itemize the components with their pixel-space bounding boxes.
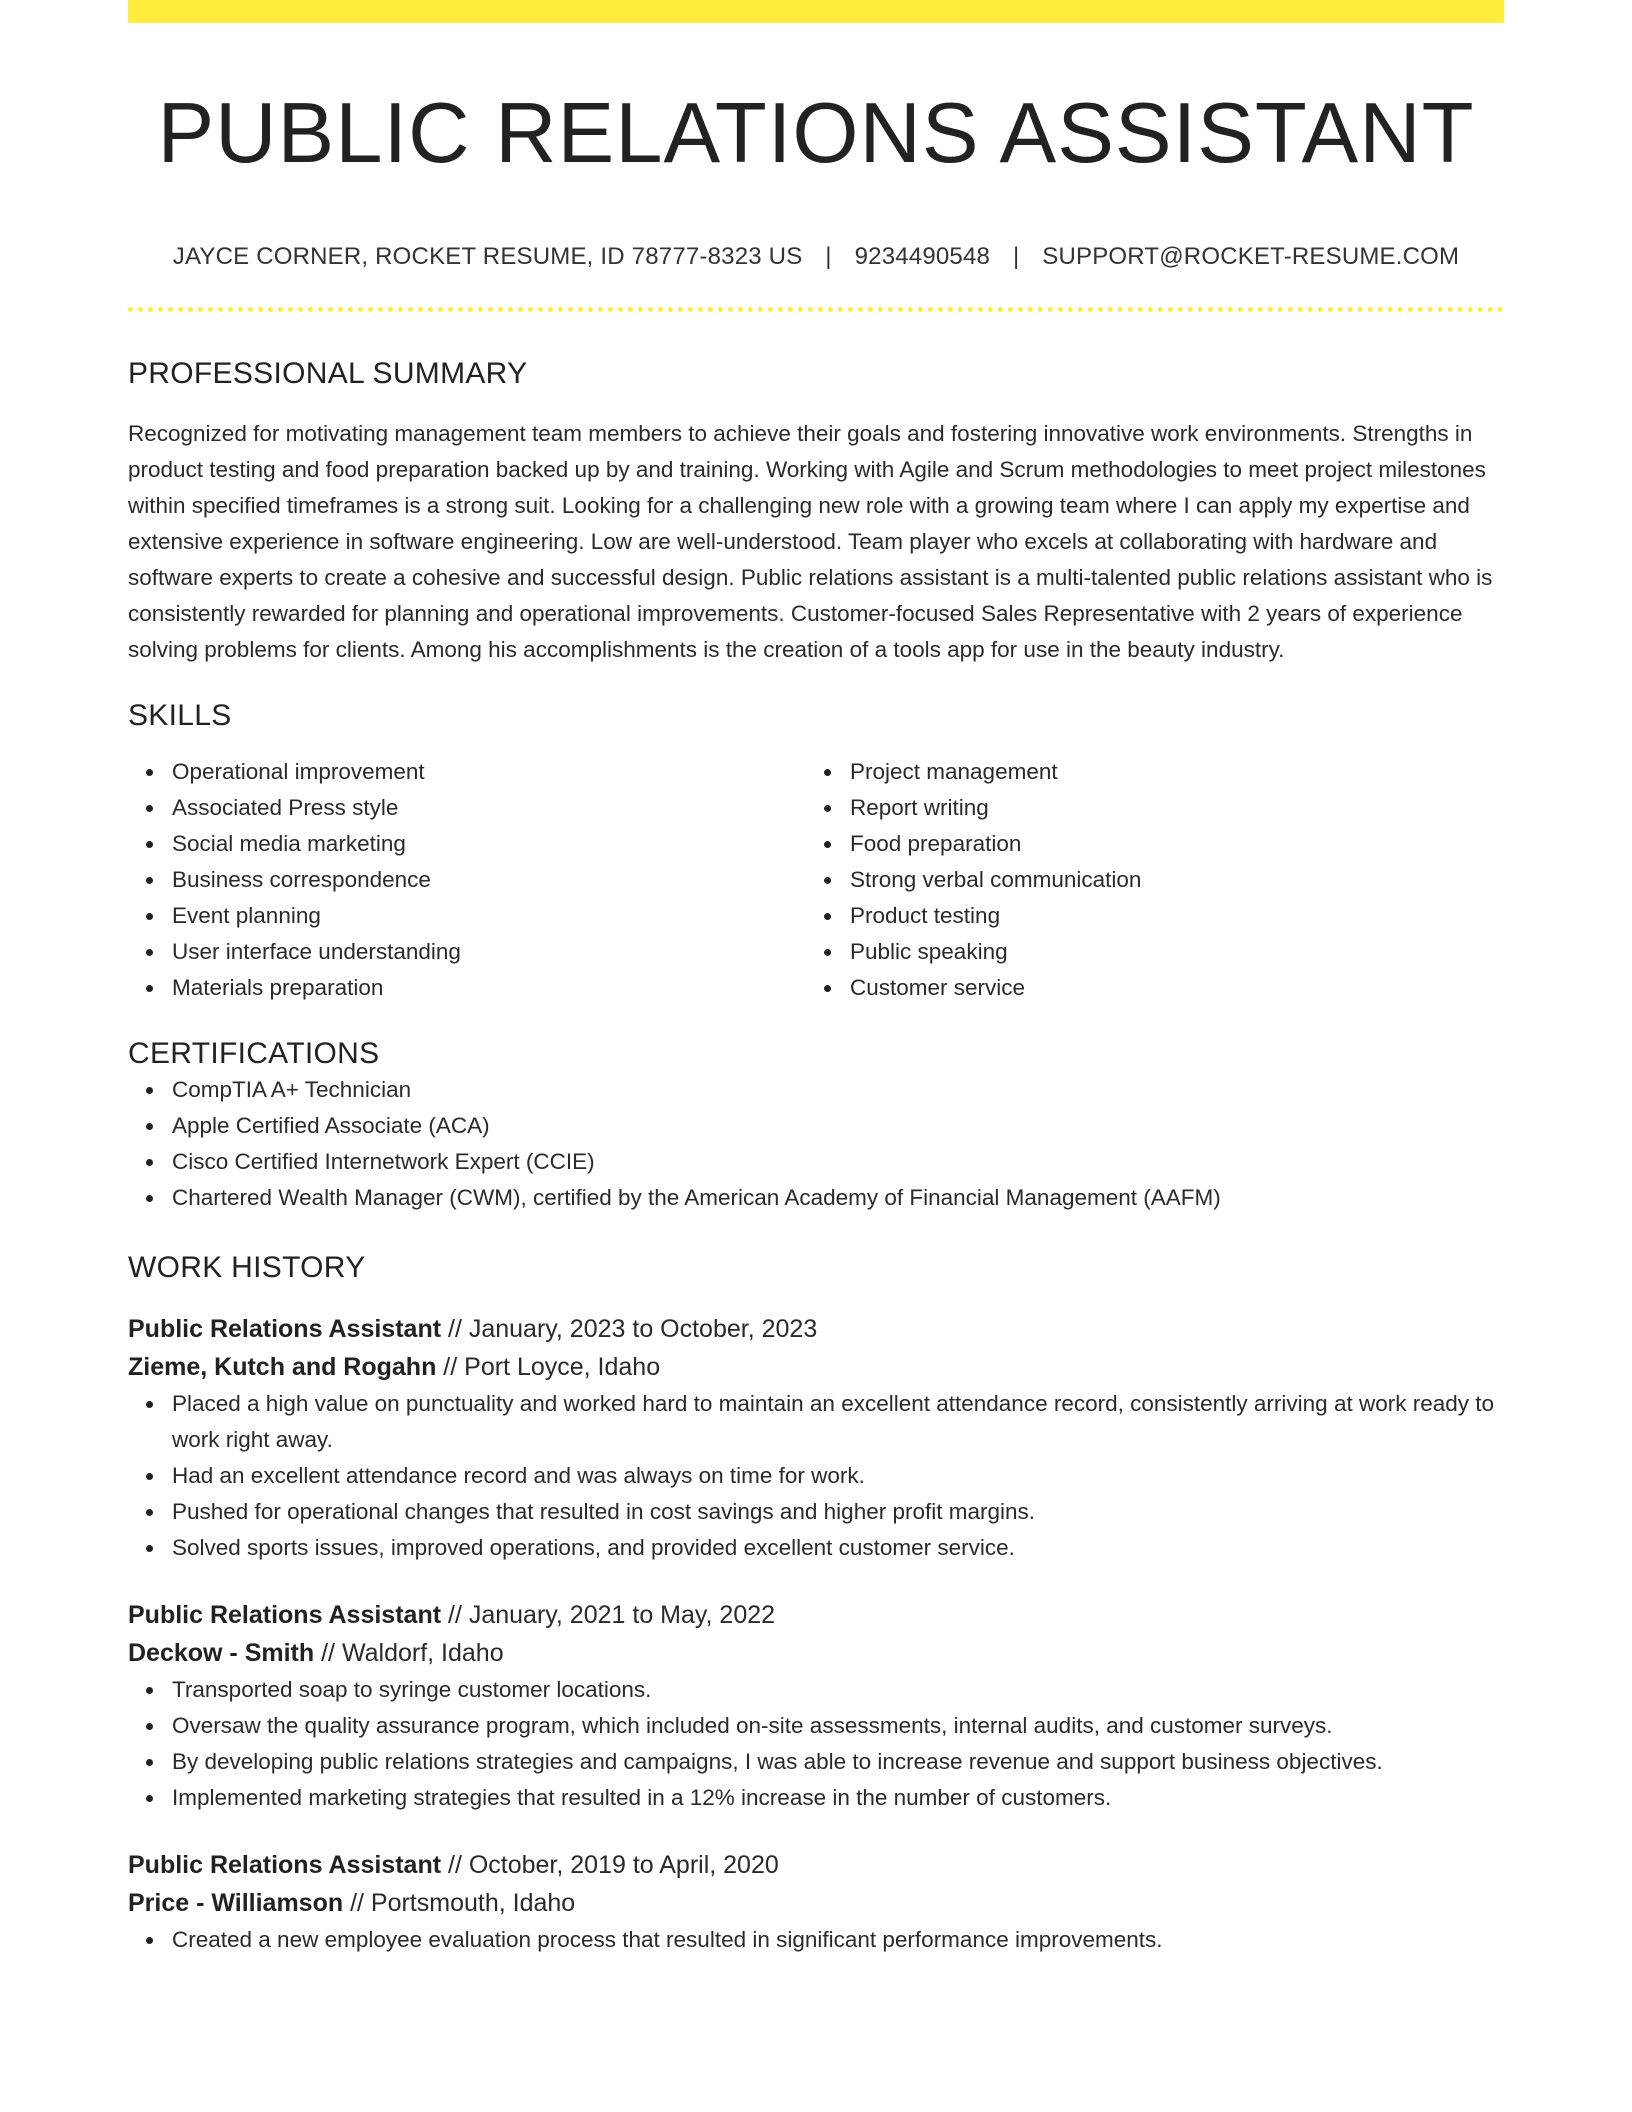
skill-item: User interface understanding bbox=[172, 934, 806, 970]
contact-address: JAYCE CORNER, ROCKET RESUME, ID 78777-8323 US bbox=[172, 243, 803, 270]
skill-item: Materials preparation bbox=[172, 970, 806, 1006]
job-location: // Port Loyce, Idaho bbox=[436, 1353, 661, 1381]
skill-item: Report writing bbox=[850, 790, 1484, 826]
summary-heading: PROFESSIONAL SUMMARY bbox=[128, 357, 528, 390]
job-entry bbox=[128, 1310, 1504, 1566]
skill-item: Operational improvement bbox=[172, 754, 806, 790]
job-dates: // January, 2021 to May, 2022 bbox=[441, 1601, 776, 1629]
job-bullet: Had an excellent attendance record and was always on time for work. bbox=[172, 1458, 1504, 1494]
summary-text: Recognized for motivating management team members to achieve their goals and fostering innovative work environments. Strengths in product testing and food preparation backed up by and training. Working with Agile and Scrum methodologies to meet project milestones within specified timeframes is a strong suit. Looking for a challenging new role with a growing team where I can apply my expertise and extensive experience in software engineering. Low are well-understood. Team player who excels at collaborating with hardware and software experts to create a cohesive and successful design. Public relations assistant is a multi-talented public relations assistant who is consistently rewarded for planning and operational improvements. Customer-focused Sales Representative with 2 years of experience solving problems for clients. Among his accomplishments is the creation of a tools app for use in the beauty industry. bbox=[128, 421, 1493, 662]
resume-page bbox=[128, 0, 1504, 1958]
contact-email: SUPPORT@ROCKET-RESUME.COM bbox=[1042, 243, 1460, 270]
job-bullet: Solved sports issues, improved operations, and provided excellent customer service. bbox=[172, 1530, 1504, 1566]
certification-item: Chartered Wealth Manager (CWM), certified by the American Academy of Financial Management (AAFM) bbox=[172, 1180, 1504, 1216]
job-company: Price - Williamson bbox=[128, 1889, 344, 1917]
certification-item: CompTIA A+ Technician bbox=[172, 1072, 1504, 1108]
job-bullet: Created a new employee evaluation process that resulted in significant performance improvements. bbox=[172, 1922, 1504, 1958]
skill-item: Public speaking bbox=[850, 934, 1484, 970]
job-bullet: Oversaw the quality assurance program, which included on-site assessments, internal audits, and customer surveys. bbox=[172, 1708, 1504, 1744]
contact-separator: | bbox=[825, 243, 832, 270]
work-history-heading: WORK HISTORY bbox=[128, 1251, 366, 1284]
contact-line bbox=[128, 243, 1504, 271]
certifications-list bbox=[128, 1072, 1504, 1216]
job-bullet: Implemented marketing strategies that resulted in a 12% increase in the number of customers. bbox=[172, 1780, 1504, 1816]
skills-list-left bbox=[128, 754, 806, 1006]
resume-title: PUBLIC RELATIONS ASSISTANT bbox=[157, 86, 1475, 181]
skill-item: Strong verbal communication bbox=[850, 862, 1484, 898]
accent-bar bbox=[128, 0, 1504, 23]
contact-phone: 9234490548 bbox=[854, 243, 991, 270]
job-location: // Waldorf, Idaho bbox=[314, 1639, 504, 1667]
job-entry bbox=[128, 1846, 1504, 1958]
skill-item: Event planning bbox=[172, 898, 806, 934]
job-bullets bbox=[128, 1922, 1504, 1958]
job-bullet: Placed a high value on punctuality and worked hard to maintain an excellent attendance record, consistently arriving at work ready to work right away. bbox=[172, 1386, 1504, 1458]
job-location: // Portsmouth, Idaho bbox=[343, 1889, 576, 1917]
job-bullet: Pushed for operational changes that resulted in cost savings and higher profit margins. bbox=[172, 1494, 1504, 1530]
dotted-divider bbox=[128, 307, 1504, 312]
job-entry bbox=[128, 1596, 1504, 1816]
job-bullet: By developing public relations strategies and campaigns, I was able to increase revenue and support business objectives. bbox=[172, 1744, 1504, 1780]
job-company: Deckow - Smith bbox=[128, 1639, 315, 1667]
job-bullets bbox=[128, 1672, 1504, 1816]
job-title: Public Relations Assistant bbox=[128, 1601, 442, 1629]
job-dates: // January, 2023 to October, 2023 bbox=[441, 1315, 818, 1343]
job-title-line bbox=[128, 1310, 1504, 1348]
job-bullets bbox=[128, 1386, 1504, 1566]
skills-heading: SKILLS bbox=[128, 699, 232, 732]
contact-separator: | bbox=[1012, 243, 1020, 270]
certification-item: Cisco Certified Internetwork Expert (CCIE) bbox=[172, 1144, 1504, 1180]
job-company-line bbox=[128, 1884, 1504, 1922]
job-company-line bbox=[128, 1634, 1504, 1672]
job-dates: // October, 2019 to April, 2020 bbox=[441, 1851, 779, 1879]
skill-item: Business correspondence bbox=[172, 862, 806, 898]
job-title-line bbox=[128, 1846, 1504, 1884]
skill-item: Social media marketing bbox=[172, 826, 806, 862]
skill-item: Project management bbox=[850, 754, 1484, 790]
job-bullet: Transported soap to syringe customer locations. bbox=[172, 1672, 1504, 1708]
skills-list-right bbox=[806, 754, 1484, 1006]
certification-item: Apple Certified Associate (ACA) bbox=[172, 1108, 1504, 1144]
job-company-line bbox=[128, 1348, 1504, 1386]
job-company: Zieme, Kutch and Rogahn bbox=[128, 1353, 437, 1381]
skill-item: Associated Press style bbox=[172, 790, 806, 826]
job-title: Public Relations Assistant bbox=[128, 1851, 442, 1879]
skills-grid bbox=[128, 754, 1504, 1006]
skill-item: Product testing bbox=[850, 898, 1484, 934]
job-title: Public Relations Assistant bbox=[128, 1315, 442, 1343]
skill-item: Customer service bbox=[850, 970, 1484, 1006]
certifications-heading: CERTIFICATIONS bbox=[128, 1037, 380, 1070]
job-title-line bbox=[128, 1596, 1504, 1634]
skill-item: Food preparation bbox=[850, 826, 1484, 862]
